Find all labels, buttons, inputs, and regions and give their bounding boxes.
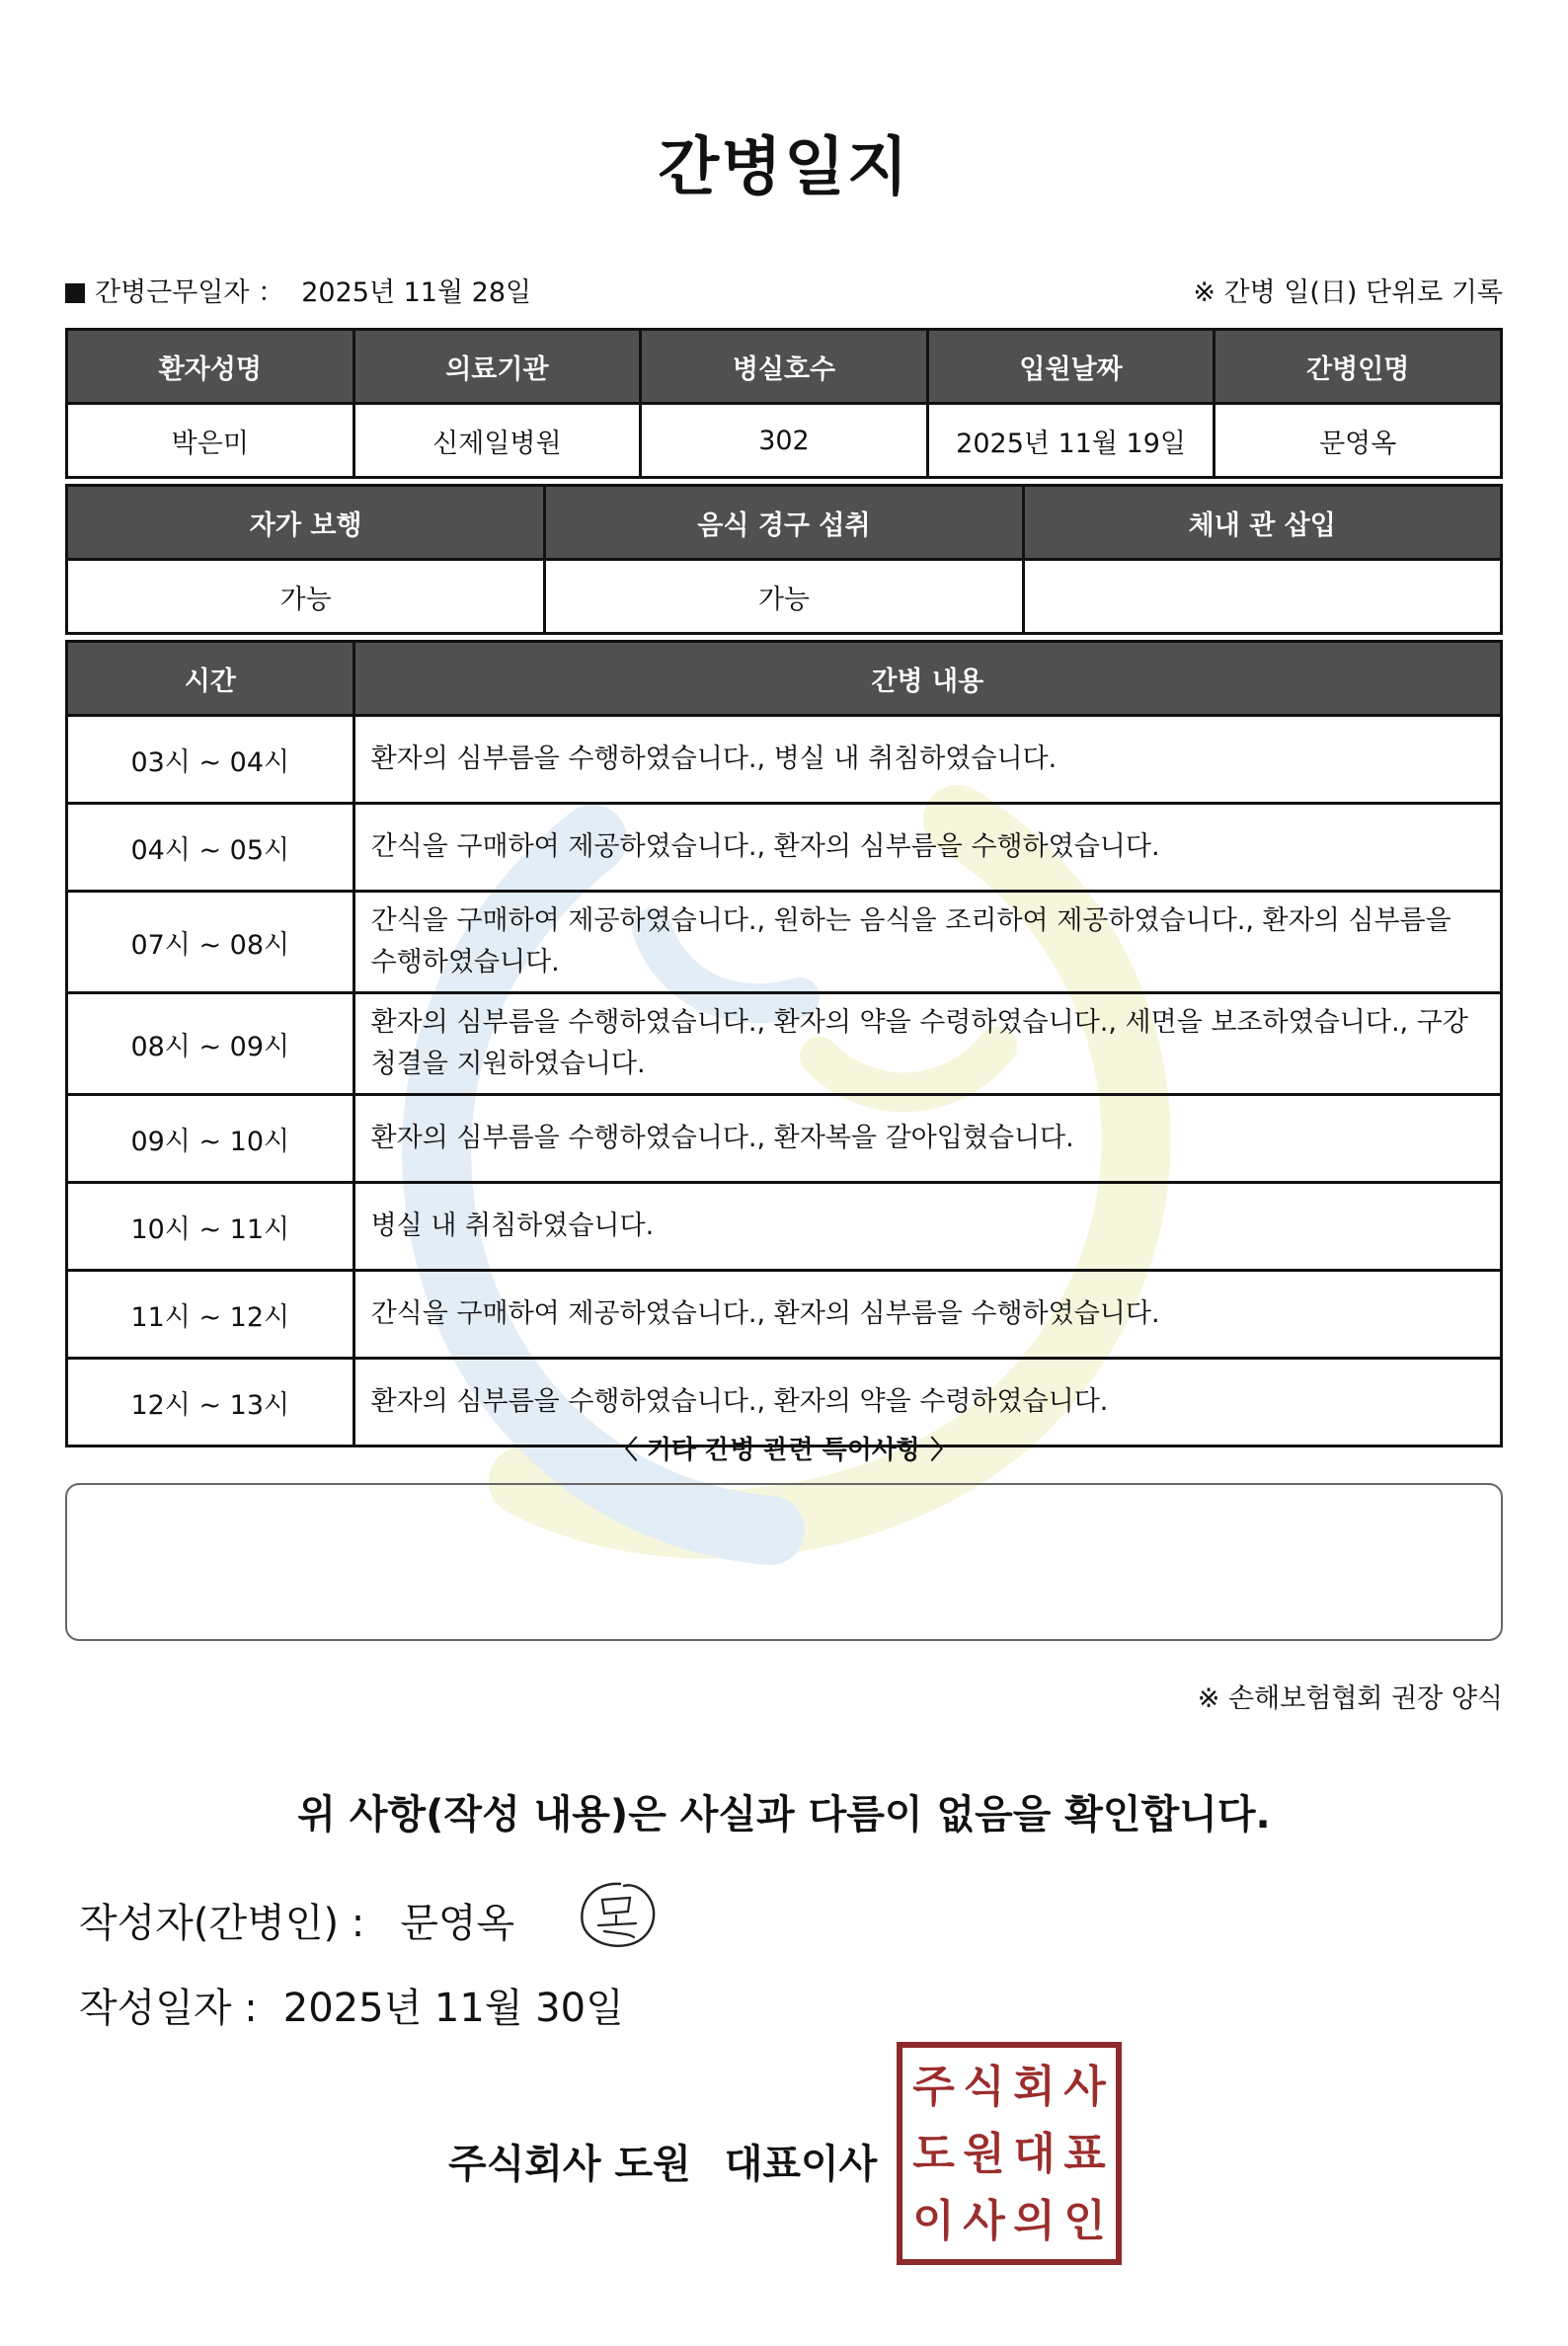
status-table [65,484,1503,635]
work-date-label: 간병근무일자 ： [95,277,285,308]
tube-insertion-status [1023,560,1501,634]
write-date-label: 작성일자 : [79,1986,258,2031]
work-date [65,271,531,309]
table-row [67,804,1502,892]
institution: 신제일병원 [353,404,641,478]
table-row [67,892,1502,993]
record-unit-note: ※ 간병 일(日) 단위로 기록 [1193,277,1503,308]
company-seal-stamp [897,2042,1122,2265]
admission-date: 2025년 11월 19일 [927,404,1215,478]
log-time: 09시 ~ 10시 [67,1095,354,1183]
log-time: 11시 ~ 12시 [67,1271,354,1359]
log-time: 07시 ~ 08시 [67,892,354,993]
company-representative: 대표이사 [724,2142,878,2187]
log-time: 10시 ~ 11시 [67,1183,354,1271]
log-time: 04시 ~ 05시 [67,804,354,892]
patient-name: 박은미 [67,404,354,478]
log-content: 환자의 심부름을 수행하였습니다., 환자의 약을 수령하였습니다. [353,1359,1501,1447]
square-bullet-icon [65,283,85,303]
log-content: 병실 내 취침하였습니다. [353,1183,1501,1271]
room-number: 302 [641,404,928,478]
care-log-table [65,640,1503,1447]
notes-title: 〈 기타 간병 관련 특이사항 〉 [611,1436,957,1465]
seal-char: 인 [1063,2196,1106,2246]
company-name: 주식회사 도원 [448,2142,691,2187]
seal-char: 의 [1013,2196,1056,2246]
seal-char: 주 [912,2062,955,2112]
table-row [67,993,1502,1095]
log-time: 03시 ~ 04시 [67,716,354,804]
header-care-content: 간병 내용 [353,642,1501,716]
header-tube-insertion: 체내 관 삽입 [1023,486,1501,560]
header-institution: 의료기관 [353,330,641,404]
header-caregiver: 간병인명 [1215,330,1502,404]
log-content: 간식을 구매하여 제공하였습니다., 원하는 음식을 조리하여 제공하였습니다., 환자의 심부름을 수행하였습니다. [353,892,1501,993]
log-time: 08시 ~ 09시 [67,993,354,1095]
log-content: 환자의 심부름을 수행하였습니다., 환자복을 갈아입혔습니다. [353,1095,1501,1183]
patient-info-table [65,328,1503,479]
confirmation-statement: 위 사항(작성 내용)은 사실과 다름이 없음을 확인합니다. [297,1792,1271,1838]
table-row [67,1095,1502,1183]
seal-char: 사 [1063,2062,1106,2112]
log-content: 간식을 구매하여 제공하였습니다., 환자의 심부름을 수행하였습니다. [353,1271,1501,1359]
caregiver-name: 문영옥 [1215,404,1502,478]
company-signature [448,2133,877,2189]
log-content: 환자의 심부름을 수행하였습니다., 환자의 약을 수령하였습니다., 세면을 보조하였습니다., 구강 청결을 지원하였습니다. [353,993,1501,1095]
table-row [67,1183,1502,1271]
seal-char: 대 [1013,2129,1056,2179]
header-walking: 자가 보행 [67,486,545,560]
log-content: 간식을 구매하여 제공하였습니다., 환자의 심부름을 수행하였습니다. [353,804,1501,892]
seal-char: 표 [1063,2129,1106,2179]
work-date-value: 2025년 11월 28일 [301,277,532,308]
writer-name: 문영옥 [400,1901,515,1946]
seal-characters [908,2054,1110,2253]
form-note: ※ 손해보험협회 권장 양식 [1197,1683,1503,1714]
walking-status: 가능 [67,560,545,634]
page-title: 간병일지 [658,131,910,204]
write-date-line [79,1977,624,2033]
seal-char: 사 [963,2196,1005,2246]
seal-char: 도 [912,2129,955,2179]
seal-char: 회 [1013,2062,1056,2112]
table-row [67,716,1502,804]
seal-char: 식 [963,2062,1005,2112]
writer-line [79,1892,514,1948]
header-oral-intake: 음식 경구 섭취 [545,486,1023,560]
handwritten-signature [573,1876,664,1955]
seal-char: 이 [912,2196,955,2246]
seal-char: 원 [963,2129,1005,2179]
oral-intake-status: 가능 [545,560,1023,634]
log-content: 환자의 심부름을 수행하였습니다., 병실 내 취침하였습니다. [353,716,1501,804]
notes-box [65,1483,1503,1641]
header-admission-date: 입원날짜 [927,330,1215,404]
table-row [67,1271,1502,1359]
log-time: 12시 ~ 13시 [67,1359,354,1447]
writer-label: 작성자(간병인) : [79,1901,365,1946]
header-time: 시간 [67,642,354,716]
write-date-value: 2025년 11월 30일 [282,1986,624,2031]
header-patient-name: 환자성명 [67,330,354,404]
header-room: 병실호수 [641,330,928,404]
